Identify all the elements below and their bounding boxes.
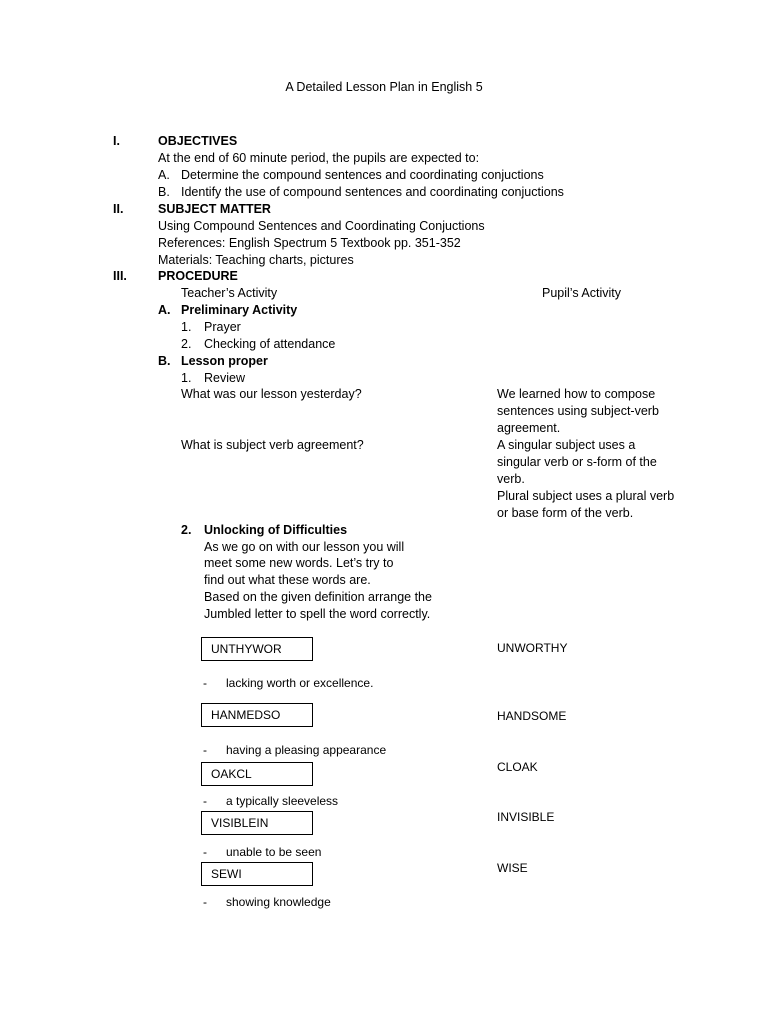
unlocking-instruction-line: As we go on with our lesson you will: [204, 540, 405, 554]
answer-word: INVISIBLE: [497, 810, 555, 824]
pupil-answer-2-line: verb.: [497, 472, 525, 486]
definition-dash: -: [203, 895, 207, 909]
answer-word: CLOAK: [497, 760, 538, 774]
unlocking-instruction-line: Jumbled letter to spell the word correctly.: [204, 607, 431, 621]
procedure-numeral: III.: [113, 269, 127, 283]
preliminary-letter: A.: [158, 303, 171, 317]
definition-dash: -: [203, 794, 207, 808]
procedure-heading: PROCEDURE: [158, 269, 238, 283]
preliminary-heading: Preliminary Activity: [181, 303, 298, 317]
pupil-answer-1-line: sentences using subject-verb: [497, 404, 659, 418]
definition-dash: -: [203, 676, 207, 690]
teacher-question-1: What was our lesson yesterday?: [181, 387, 362, 401]
teacher-activity-header: Teacher’s Activity: [181, 286, 278, 300]
word-definition: a typically sleeveless: [226, 794, 339, 808]
page-title: A Detailed Lesson Plan in English 5: [285, 80, 483, 94]
jumbled-word-box: HANMEDSO: [201, 703, 313, 727]
jumbled-word-box: SEWI: [201, 862, 313, 886]
objectives-numeral: I.: [113, 134, 120, 148]
unlocking-instruction-line: Based on the given definition arrange the: [204, 590, 432, 604]
answer-word: UNWORTHY: [497, 641, 568, 655]
pupil-answer-2-line: Plural subject uses a plural verb: [497, 489, 675, 503]
teacher-question-2: What is subject verb agreement?: [181, 438, 364, 452]
jumbled-word-box: OAKCL: [201, 762, 313, 786]
subject-matter-materials: Materials: Teaching charts, pictures: [158, 253, 354, 267]
pupil-answer-2-line: singular verb or s-form of the: [497, 455, 657, 469]
unlocking-heading: Unlocking of Difficulties: [204, 523, 348, 537]
unlocking-instruction-line: find out what these words are.: [204, 573, 371, 587]
objectives-intro: At the end of 60 minute period, the pupils are expected to:: [158, 151, 480, 165]
objective-letter-a: A.: [158, 168, 170, 182]
definition-dash: -: [203, 743, 207, 757]
jumbled-word-box: VISIBLEIN: [201, 811, 313, 835]
subject-matter-references: References: English Spectrum 5 Textbook pp. 351-352: [158, 236, 461, 250]
word-definition: lacking worth or excellence.: [226, 676, 374, 690]
subject-matter-topic: Using Compound Sentences and Coordinating Conjuctions: [158, 219, 485, 233]
objectives-heading: OBJECTIVES: [158, 134, 238, 148]
jumbled-word-box: UNTHYWOR: [201, 637, 313, 661]
preliminary-item-prayer: Prayer: [204, 320, 241, 334]
answer-word: HANDSOME: [497, 709, 567, 723]
definition-dash: -: [203, 845, 207, 859]
word-definition: showing knowledge: [226, 895, 331, 909]
pupil-answer-1-line: We learned how to compose: [497, 387, 656, 401]
review-num: 1.: [181, 371, 192, 385]
preliminary-item-attendance: Checking of attendance: [204, 337, 336, 351]
pupil-answer-1-line: agreement.: [497, 421, 561, 435]
unlocking-num: 2.: [181, 523, 192, 537]
answer-word: WISE: [497, 861, 528, 875]
objective-text-b: Identify the use of compound sentences and coordinating conjuctions: [181, 185, 564, 199]
subject-matter-numeral: II.: [113, 202, 124, 216]
lesson-proper-letter: B.: [158, 354, 171, 368]
pupil-answer-2-line: or base form of the verb.: [497, 506, 634, 520]
pupil-answer-2-line: A singular subject uses a: [497, 438, 636, 452]
unlocking-instruction-line: meet some new words. Let’s try to: [204, 556, 394, 570]
preliminary-item-num: 2.: [181, 337, 192, 351]
pupil-activity-header: Pupil’s Activity: [542, 286, 621, 300]
subject-matter-heading: SUBJECT MATTER: [158, 202, 271, 216]
objective-text-a: Determine the compound sentences and coordinating conjuctions: [181, 168, 544, 182]
lesson-proper-heading: Lesson proper: [181, 354, 268, 368]
objective-letter-b: B.: [158, 185, 170, 199]
word-definition: having a pleasing appearance: [226, 743, 387, 757]
review-label: Review: [204, 371, 245, 385]
word-definition: unable to be seen: [226, 845, 322, 859]
preliminary-item-num: 1.: [181, 320, 192, 334]
